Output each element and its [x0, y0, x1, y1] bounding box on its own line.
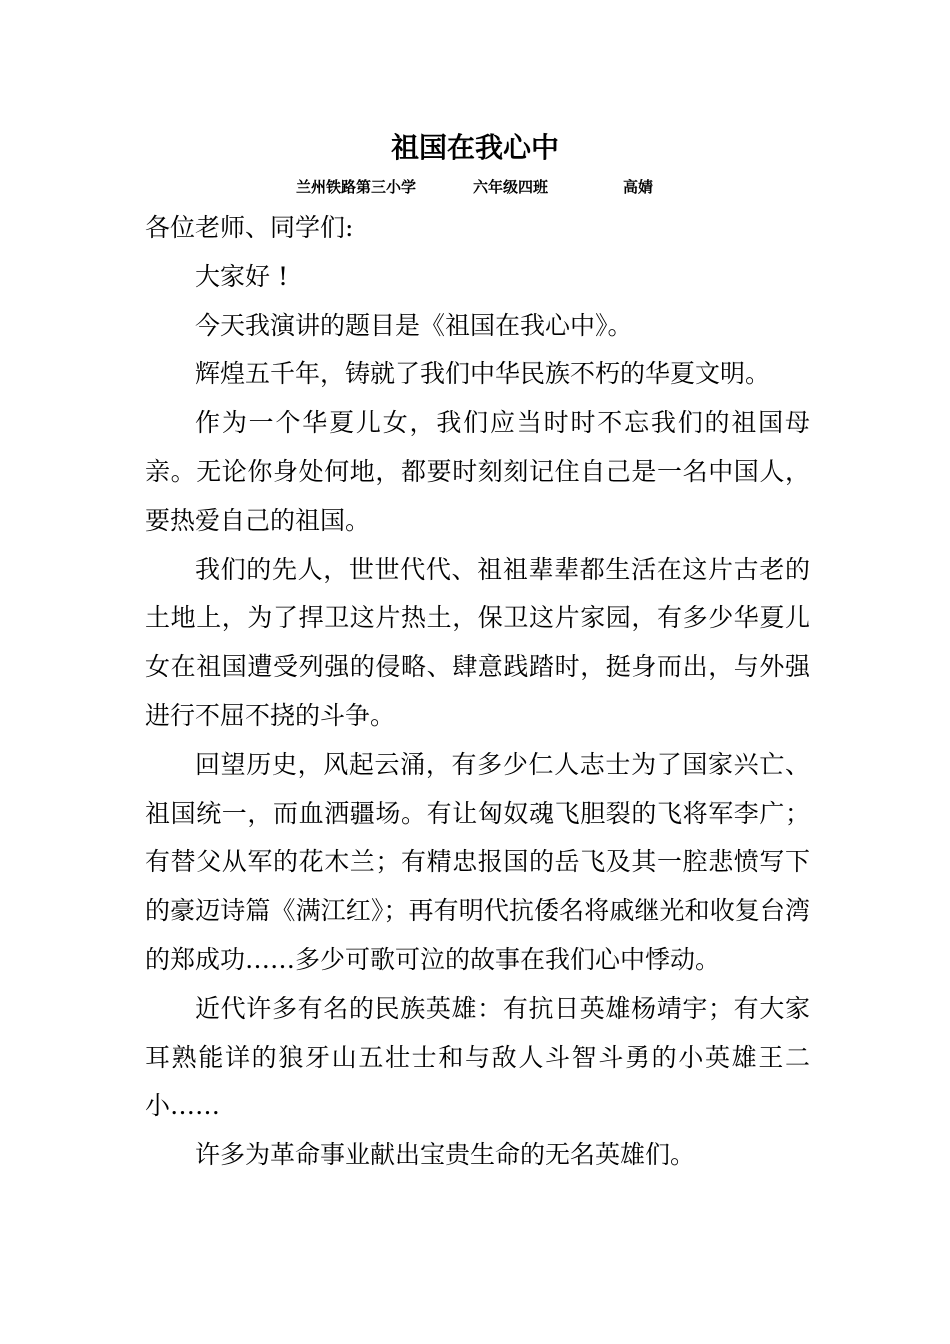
document-title: 祖国在我心中	[390, 131, 559, 164]
paragraph: 作为一个华夏儿女，我们应当时时不忘我们的祖国母亲。无论你身处何地，都要时刻刻记住自己是一名中国人，要热爱自己的祖国。	[145, 408, 810, 535]
byline-author: 高婧	[623, 178, 654, 196]
byline	[0, 176, 950, 198]
speech-body	[145, 204, 810, 1180]
byline-school: 兰州铁路第三小学	[296, 178, 417, 196]
byline-class: 六年级四班	[473, 178, 549, 196]
paragraph: 许多为革命事业献出宝贵生命的无名英雄们。	[195, 1140, 696, 1170]
paragraph: 我们的先人，世世代代、祖祖辈辈都生活在这片古老的土地上，为了捍卫这片热土，保卫这片家园，有多少华夏儿女在祖国遭受列强的侵略、肆意践踏时，挺身而出，与外强进行不屈不挠的斗争。	[145, 554, 810, 730]
paragraph: 辉煌五千年，铸就了我们中华民族不朽的华夏文明。	[195, 359, 771, 389]
paragraph: 今天我演讲的题目是《祖国在我心中》。	[195, 310, 633, 340]
paragraph: 近代许多有名的民族英雄：有抗日英雄杨靖宇；有大家耳熟能详的狼牙山五壮士和与敌人斗智斗勇的小英雄王二小……	[145, 993, 810, 1121]
paragraph: 回望历史，风起云涌，有多少仁人志士为了国家兴亡、祖国统一，而血洒疆场。有让匈奴魂飞胆裂的飞将军李广；有替父从军的花木兰；有精忠报国的岳飞及其一腔悲愤写下的豪迈诗篇《满江红》；再有明代抗倭名将戚继光和收复台湾的郑成功……多少可歌可泣的故事在我们心中悸动。	[145, 749, 810, 974]
salutation: 各位老师、同学们:	[145, 213, 354, 242]
paragraph: 大家好 !	[195, 261, 288, 291]
